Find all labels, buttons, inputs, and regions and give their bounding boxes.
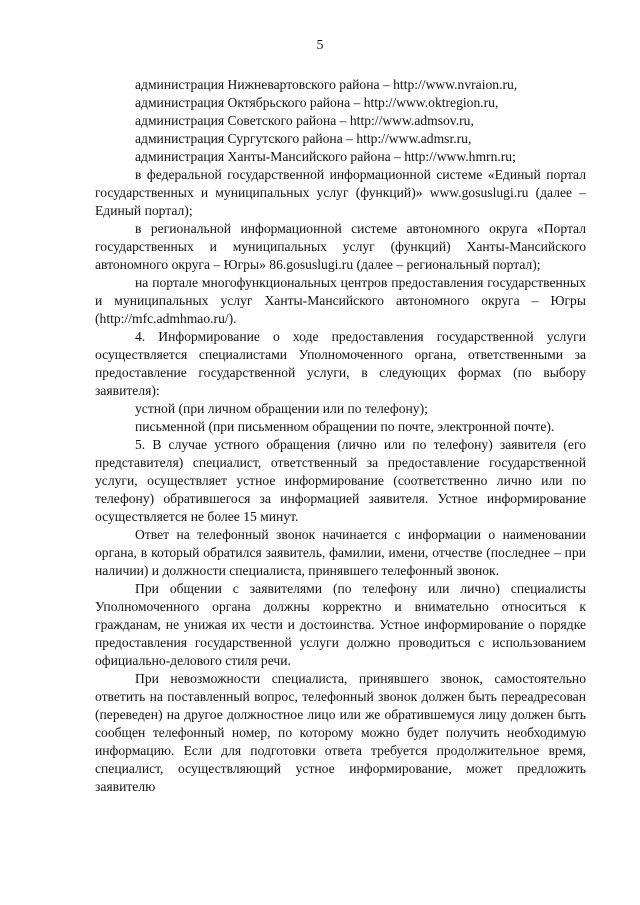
paragraph-form-written: письменной (при письменном обращении по почте, электронной почте). xyxy=(135,419,555,434)
paragraph-admin-sovetsky: администрация Советского района – http://www.admsov.ru, xyxy=(135,113,474,128)
paragraph-admin-oktyabrsky: администрация Октябрьского района – http://www.oktregion.ru, xyxy=(135,95,499,110)
paragraph-form-oral: устной (при личном обращении или по телефону); xyxy=(135,401,428,416)
paragraph-item-4: 4. Информирование о ходе предоставления государственной услуги осуществляется специалистами Уполномоченного органа, ответственными за предоставление государственной услуги, в следующих формах (по выбору заявителя): xyxy=(95,329,586,398)
paragraph-admin-nizhnevartovsk: администрация Нижневартовского района – http://www.nvraion.ru, xyxy=(135,77,518,92)
paragraph-redirect-call: При невозможности специалиста, принявшего звонок, самостоятельно ответить на поставленный вопрос, телефонный звонок должен быть переадресован (переведен) на другое должностное лицо или же обратившемуся лицу должен быть сообщен телефонный номер, по которому можно будет получить необходимую информацию. Если для подготовки ответа требуется продолжительное время, специалист, осуществляющий устное информирование, может предложить заявителю xyxy=(95,671,586,794)
paragraph-regional-portal: в региональной информационной системе автономного округа «Портал государственных и муниципальных услуг (функций) Ханты-Мансийского автономного округа – Югры» 86.gosuslugi.ru (далее – региональный портал); xyxy=(95,221,586,272)
paragraph-item-5: 5. В случае устного обращения (лично или по телефону) заявителя (его представителя) специалист, ответственный за предоставление государственной услуги, осуществляет устное информирование (соответственно лично или по телефону) обратившегося за информацией заявителя. Устное информирование осуществляется не более 15 минут. xyxy=(95,437,586,524)
document-body xyxy=(95,76,586,796)
paragraph-admin-surgutsky: администрация Сургутского района – http://www.admsr.ru, xyxy=(135,131,472,146)
paragraph-communication-rules: При общении с заявителями (по телефону или лично) специалисты Уполномоченного органа должны корректно и внимательно относиться к гражданам, не унижая их чести и достоинства. Устное информирование о порядке предоставления государственной услуги должно проводиться с использованием официально-делового стиля речи. xyxy=(95,581,586,668)
paragraph-phone-answer: Ответ на телефонный звонок начинается с информации о наименовании органа, в который обратился заявитель, фамилии, имени, отчестве (последнее – при наличии) и должности специалиста, принявшего телефонный звонок. xyxy=(95,527,586,578)
paragraph-mfc-portal: на портале многофункциональных центров предоставления государственных и муниципальных услуг Ханты-Мансийского автономного округа – Югры (http://mfc.admhmao.ru/). xyxy=(95,275,586,326)
paragraph-admin-khanty-mansiysky: администрация Ханты-Мансийского района – http://www.hmrn.ru; xyxy=(135,149,516,164)
paragraph-federal-portal: в федеральной государственной информационной системе «Единый портал государственных и муниципальных услуг (функций)» www.gosuslugi.ru (далее – Единый портал); xyxy=(95,167,586,218)
page-number: 5 xyxy=(316,38,324,53)
